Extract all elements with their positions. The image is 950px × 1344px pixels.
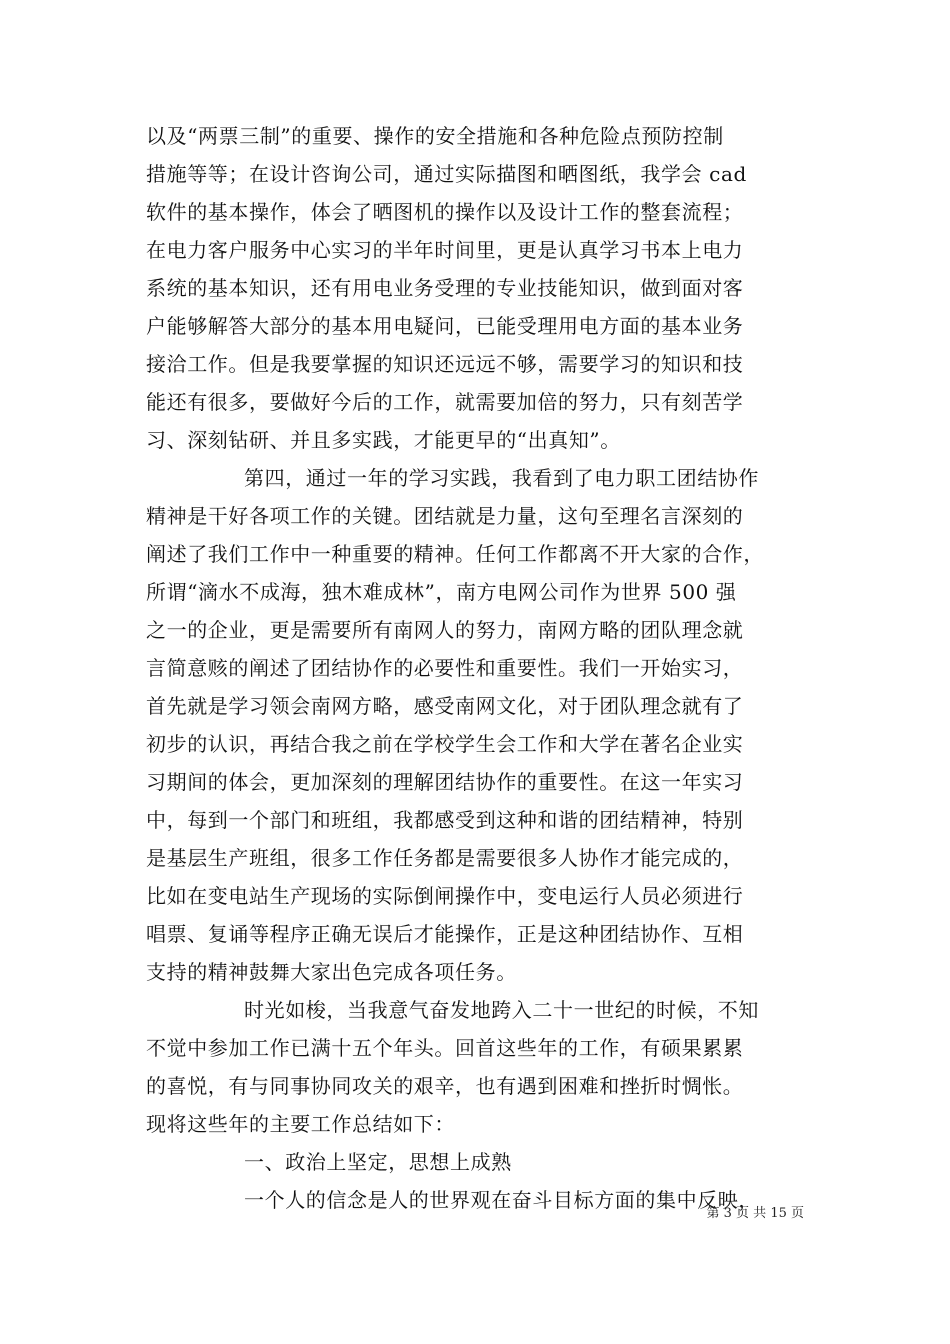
text-line: 在电力客户服务中心实习的半年时间里，更是认真学习书本上电力 xyxy=(146,238,744,262)
text-line: 接洽工作。但是我要掌握的知识还远远不够，需要学习的知识和技 xyxy=(146,352,744,376)
section-heading: 一、政治上坚定，思想上成熟 xyxy=(244,1150,512,1174)
text-line: 不觉中参加工作已满十五个年头。回首这些年的工作，有硕果累累 xyxy=(146,1036,744,1060)
text-line: 支持的精神鼓舞大家出色完成各项任务。 xyxy=(146,960,517,984)
text-line: 以及“两票三制”的重要、操作的安全措施和各种危险点预防控制 xyxy=(146,124,724,148)
text-line: 系统的基本知识，还有用电业务受理的专业技能知识，做到面对客 xyxy=(146,276,744,300)
text-line: 措施等等；在设计咨询公司，通过实际描图和晒图纸，我学会 cad xyxy=(146,162,747,186)
text-line: 现将这些年的主要工作总结如下： xyxy=(146,1112,455,1136)
paragraph-start-line: 时光如梭，当我意气奋发地跨入二十一世纪的时候，不知 xyxy=(244,998,759,1022)
text-line: 中，每到一个部门和班组，我都感受到这种和谐的团结精神，特别 xyxy=(146,808,744,832)
text-line: 唱票、复诵等程序正确无误后才能操作，正是这种团结协作、互相 xyxy=(146,922,744,946)
paragraph-start-line: 一个人的信念是人的世界观在奋斗目标方面的集中反映， xyxy=(244,1188,759,1212)
page-number-footer: 第 3 页 共 15 页 xyxy=(706,1206,804,1221)
text-line: 能还有很多，要做好今后的工作，就需要加倍的努力，只有刻苦学 xyxy=(146,390,744,414)
text-line: 首先就是学习领会南网方略，感受南网文化，对于团队理念就有了 xyxy=(146,694,744,718)
text-line: 的喜悦，有与同事协同攻关的艰辛，也有遇到困难和挫折时惆怅。 xyxy=(146,1074,744,1098)
text-line: 软件的基本操作，体会了晒图机的操作以及设计工作的整套流程； xyxy=(146,200,744,224)
text-line: 阐述了我们工作中一种重要的精神。任何工作都离不开大家的合作， xyxy=(146,542,764,566)
text-line: 习、深刻钻研、并且多实践，才能更早的“出真知”。 xyxy=(146,428,621,452)
text-line: 精神是干好各项工作的关键。团结就是力量，这句至理名言深刻的 xyxy=(146,504,744,528)
text-line: 习期间的体会，更加深刻的理解团结协作的重要性。在这一年实习 xyxy=(146,770,744,794)
text-line: 所谓“滴水不成海，独木难成林”，南方电网公司作为世界 500 强 xyxy=(146,580,737,604)
text-line: 初步的认识，再结合我之前在学校学生会工作和大学在著名企业实 xyxy=(146,732,744,756)
paragraph-start-line: 第四，通过一年的学习实践，我看到了电力职工团结协作 xyxy=(244,466,759,490)
text-line: 是基层生产班组，很多工作任务都是需要很多人协作才能完成的， xyxy=(146,846,744,870)
text-line: 之一的企业，更是需要所有南网人的努力，南网方略的团队理念就 xyxy=(146,618,744,642)
text-line: 比如在变电站生产现场的实际倒闸操作中，变电运行人员必须进行 xyxy=(146,884,744,908)
text-line: 言简意赅的阐述了团结协作的必要性和重要性。我们一开始实习， xyxy=(146,656,744,680)
text-line: 户能够解答大部分的基本用电疑问，已能受理用电方面的基本业务 xyxy=(146,314,744,338)
